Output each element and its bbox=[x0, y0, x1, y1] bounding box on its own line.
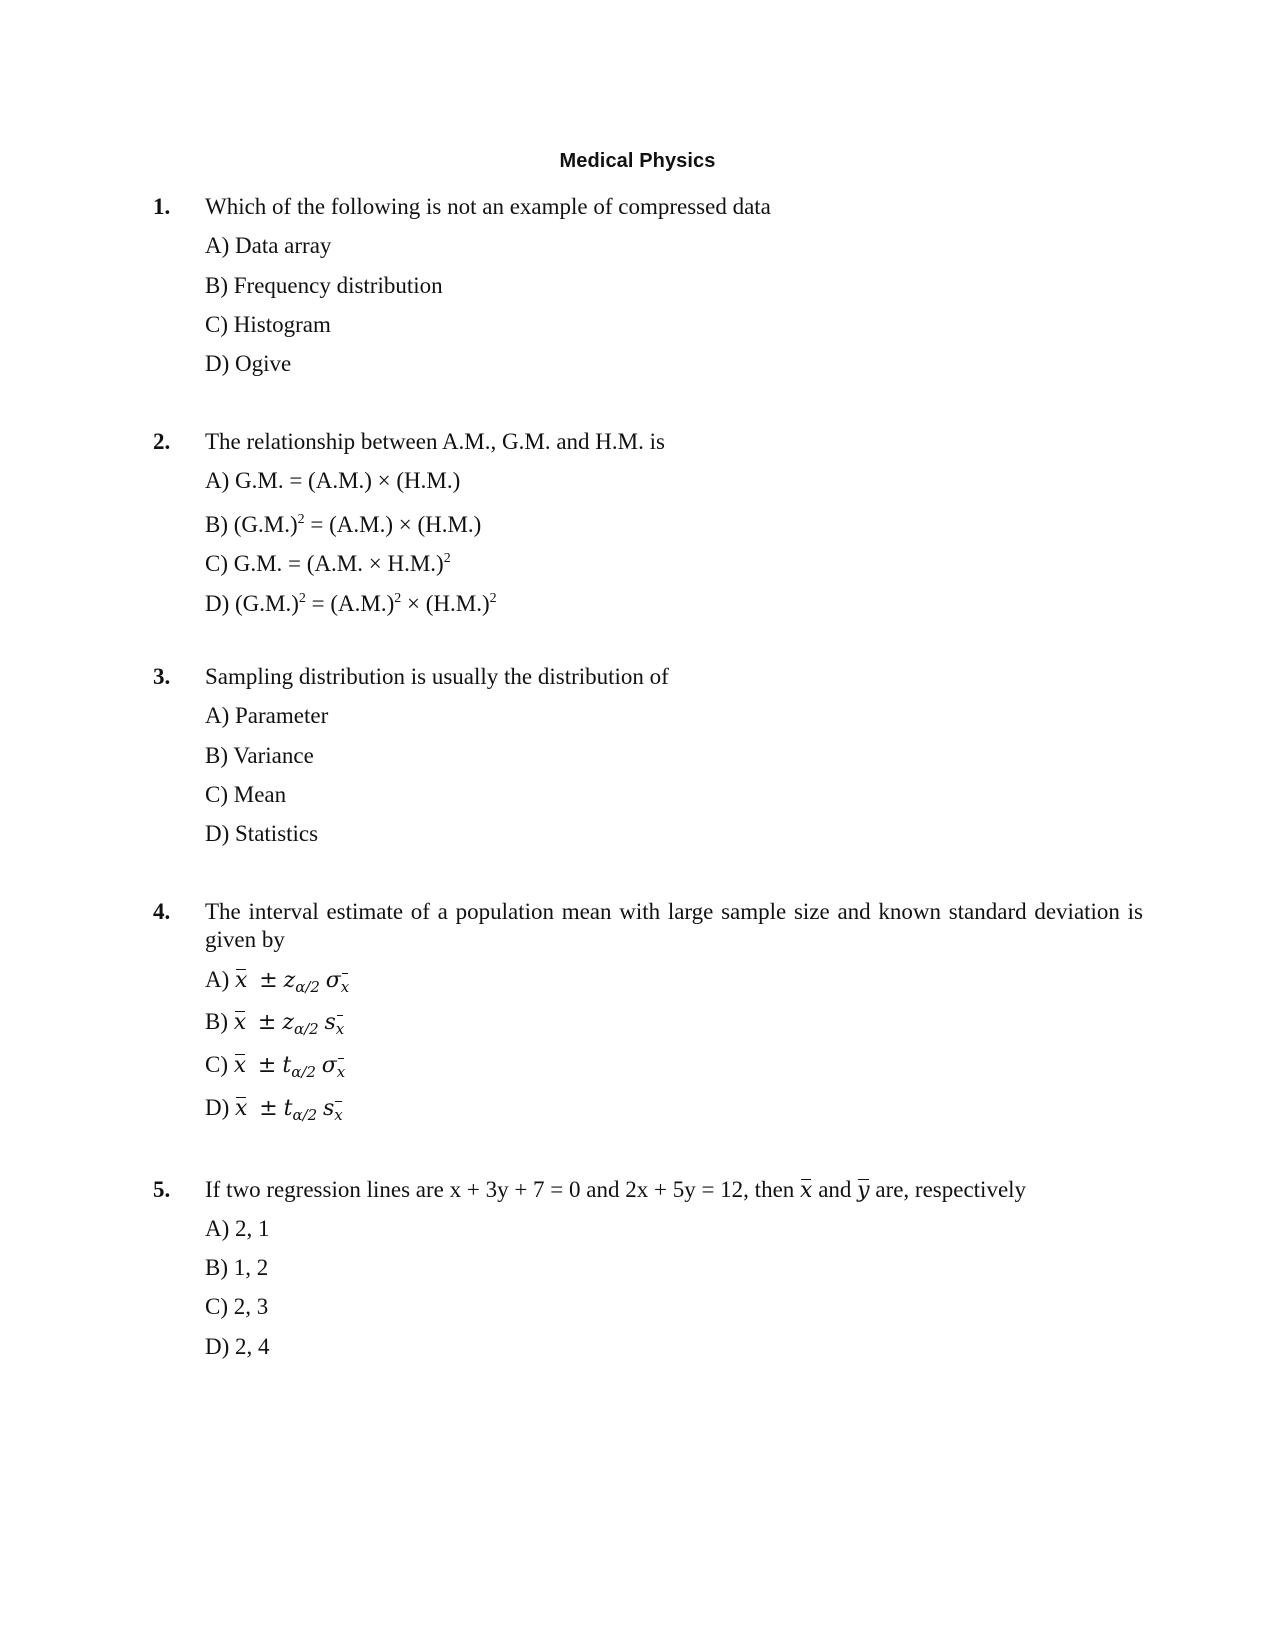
option-a bbox=[205, 966, 349, 1001]
option-d: D) Ogive bbox=[205, 351, 292, 376]
option-text: B) (G.M.) bbox=[205, 512, 298, 537]
z-symbol: z bbox=[282, 1010, 294, 1035]
option-label: C) bbox=[205, 1052, 228, 1077]
option-text: C) G.M. = (A.M. × H.M.) bbox=[205, 551, 444, 576]
option-b: B) 1, 2 bbox=[205, 1255, 269, 1280]
question-text: The relationship between A.M., G.M. and H.M. is bbox=[205, 429, 665, 454]
question-number: 3. bbox=[153, 664, 171, 689]
option-a: A) Data array bbox=[205, 233, 332, 258]
alpha-half-subscript: α/2 bbox=[295, 978, 320, 996]
question-number: 1. bbox=[153, 194, 171, 219]
exponent: 2 bbox=[298, 591, 306, 606]
question-text: Which of the following is not an example of compressed data bbox=[205, 194, 771, 219]
s-symbol: s bbox=[324, 1010, 336, 1035]
option-c: C) Histogram bbox=[205, 312, 331, 337]
x-bar-subscript: x bbox=[341, 973, 349, 1001]
option-c: C) 2, 3 bbox=[205, 1294, 269, 1319]
option-c bbox=[205, 1051, 345, 1086]
option-a: A) 2, 1 bbox=[205, 1216, 270, 1241]
option-b bbox=[205, 506, 481, 539]
x-bar-symbol: x bbox=[800, 1178, 813, 1203]
option-a: A) G.M. = (A.M.) × (H.M.) bbox=[205, 468, 461, 493]
x-bar-symbol: x bbox=[235, 968, 248, 993]
option-b: B) Variance bbox=[205, 743, 314, 768]
option-text: = (A.M.) × (H.M.) bbox=[304, 512, 482, 537]
y-bar-symbol: y bbox=[857, 1178, 870, 1203]
page-title: Medical Physics bbox=[559, 150, 716, 172]
option-a: A) Parameter bbox=[205, 703, 329, 728]
question-text-part: are, respectively bbox=[869, 1177, 1027, 1202]
x-bar-symbol: x bbox=[235, 1096, 248, 1121]
option-b bbox=[205, 1008, 344, 1043]
t-symbol: t bbox=[283, 1096, 293, 1121]
x-bar-symbol: x bbox=[233, 1053, 247, 1078]
plus-minus-symbol: ± bbox=[259, 1096, 278, 1121]
plus-minus-symbol: ± bbox=[257, 1053, 277, 1078]
option-d bbox=[205, 1094, 343, 1129]
option-label: A) bbox=[205, 967, 230, 992]
question-text: The interval estimate of a population mean with large sample size and known standard deviation is given by bbox=[205, 899, 1143, 952]
question-text-part: and bbox=[812, 1177, 858, 1202]
question-number: 2. bbox=[153, 429, 171, 454]
t-symbol: t bbox=[282, 1053, 292, 1078]
question-text bbox=[205, 1176, 1143, 1205]
question-number: 4. bbox=[153, 899, 171, 924]
alpha-half-subscript: α/2 bbox=[292, 1106, 318, 1124]
option-d: D) 2, 4 bbox=[205, 1334, 270, 1359]
x-bar-subscript: x bbox=[337, 1058, 345, 1086]
exponent: 2 bbox=[394, 591, 402, 606]
option-text: = (A.M.) bbox=[305, 591, 395, 616]
option-d: D) Statistics bbox=[205, 821, 319, 846]
option-text: D) (G.M.) bbox=[205, 591, 299, 616]
exponent: 2 bbox=[489, 591, 497, 606]
sigma-symbol: σ bbox=[321, 1053, 337, 1078]
question-number: 5. bbox=[153, 1177, 171, 1202]
x-bar-subscript: x bbox=[336, 1015, 344, 1043]
z-symbol: z bbox=[283, 968, 296, 993]
s-symbol: s bbox=[322, 1096, 335, 1121]
alpha-half-subscript: α/2 bbox=[291, 1063, 316, 1081]
option-label: D) bbox=[205, 1095, 230, 1120]
x-bar-subscript: x bbox=[334, 1101, 342, 1129]
exponent: 2 bbox=[443, 551, 451, 566]
exponent: 2 bbox=[297, 512, 305, 527]
option-d bbox=[205, 585, 497, 618]
option-label: B) bbox=[205, 1009, 228, 1034]
option-b: B) Frequency distribution bbox=[205, 273, 443, 298]
option-c: C) Mean bbox=[205, 782, 287, 807]
sigma-symbol: σ bbox=[325, 968, 341, 993]
question-text-part: If two regression lines are x + 3y + 7 = 0 and 2x + 5y = 12, then bbox=[205, 1177, 801, 1202]
x-bar-symbol: x bbox=[233, 1010, 247, 1035]
alpha-half-subscript: α/2 bbox=[293, 1020, 319, 1038]
option-c bbox=[205, 545, 451, 578]
plus-minus-symbol: ± bbox=[257, 1010, 277, 1035]
option-text: × (H.M.) bbox=[401, 591, 490, 616]
plus-minus-symbol: ± bbox=[259, 968, 278, 993]
question-text: Sampling distribution is usually the distribution of bbox=[205, 664, 669, 689]
